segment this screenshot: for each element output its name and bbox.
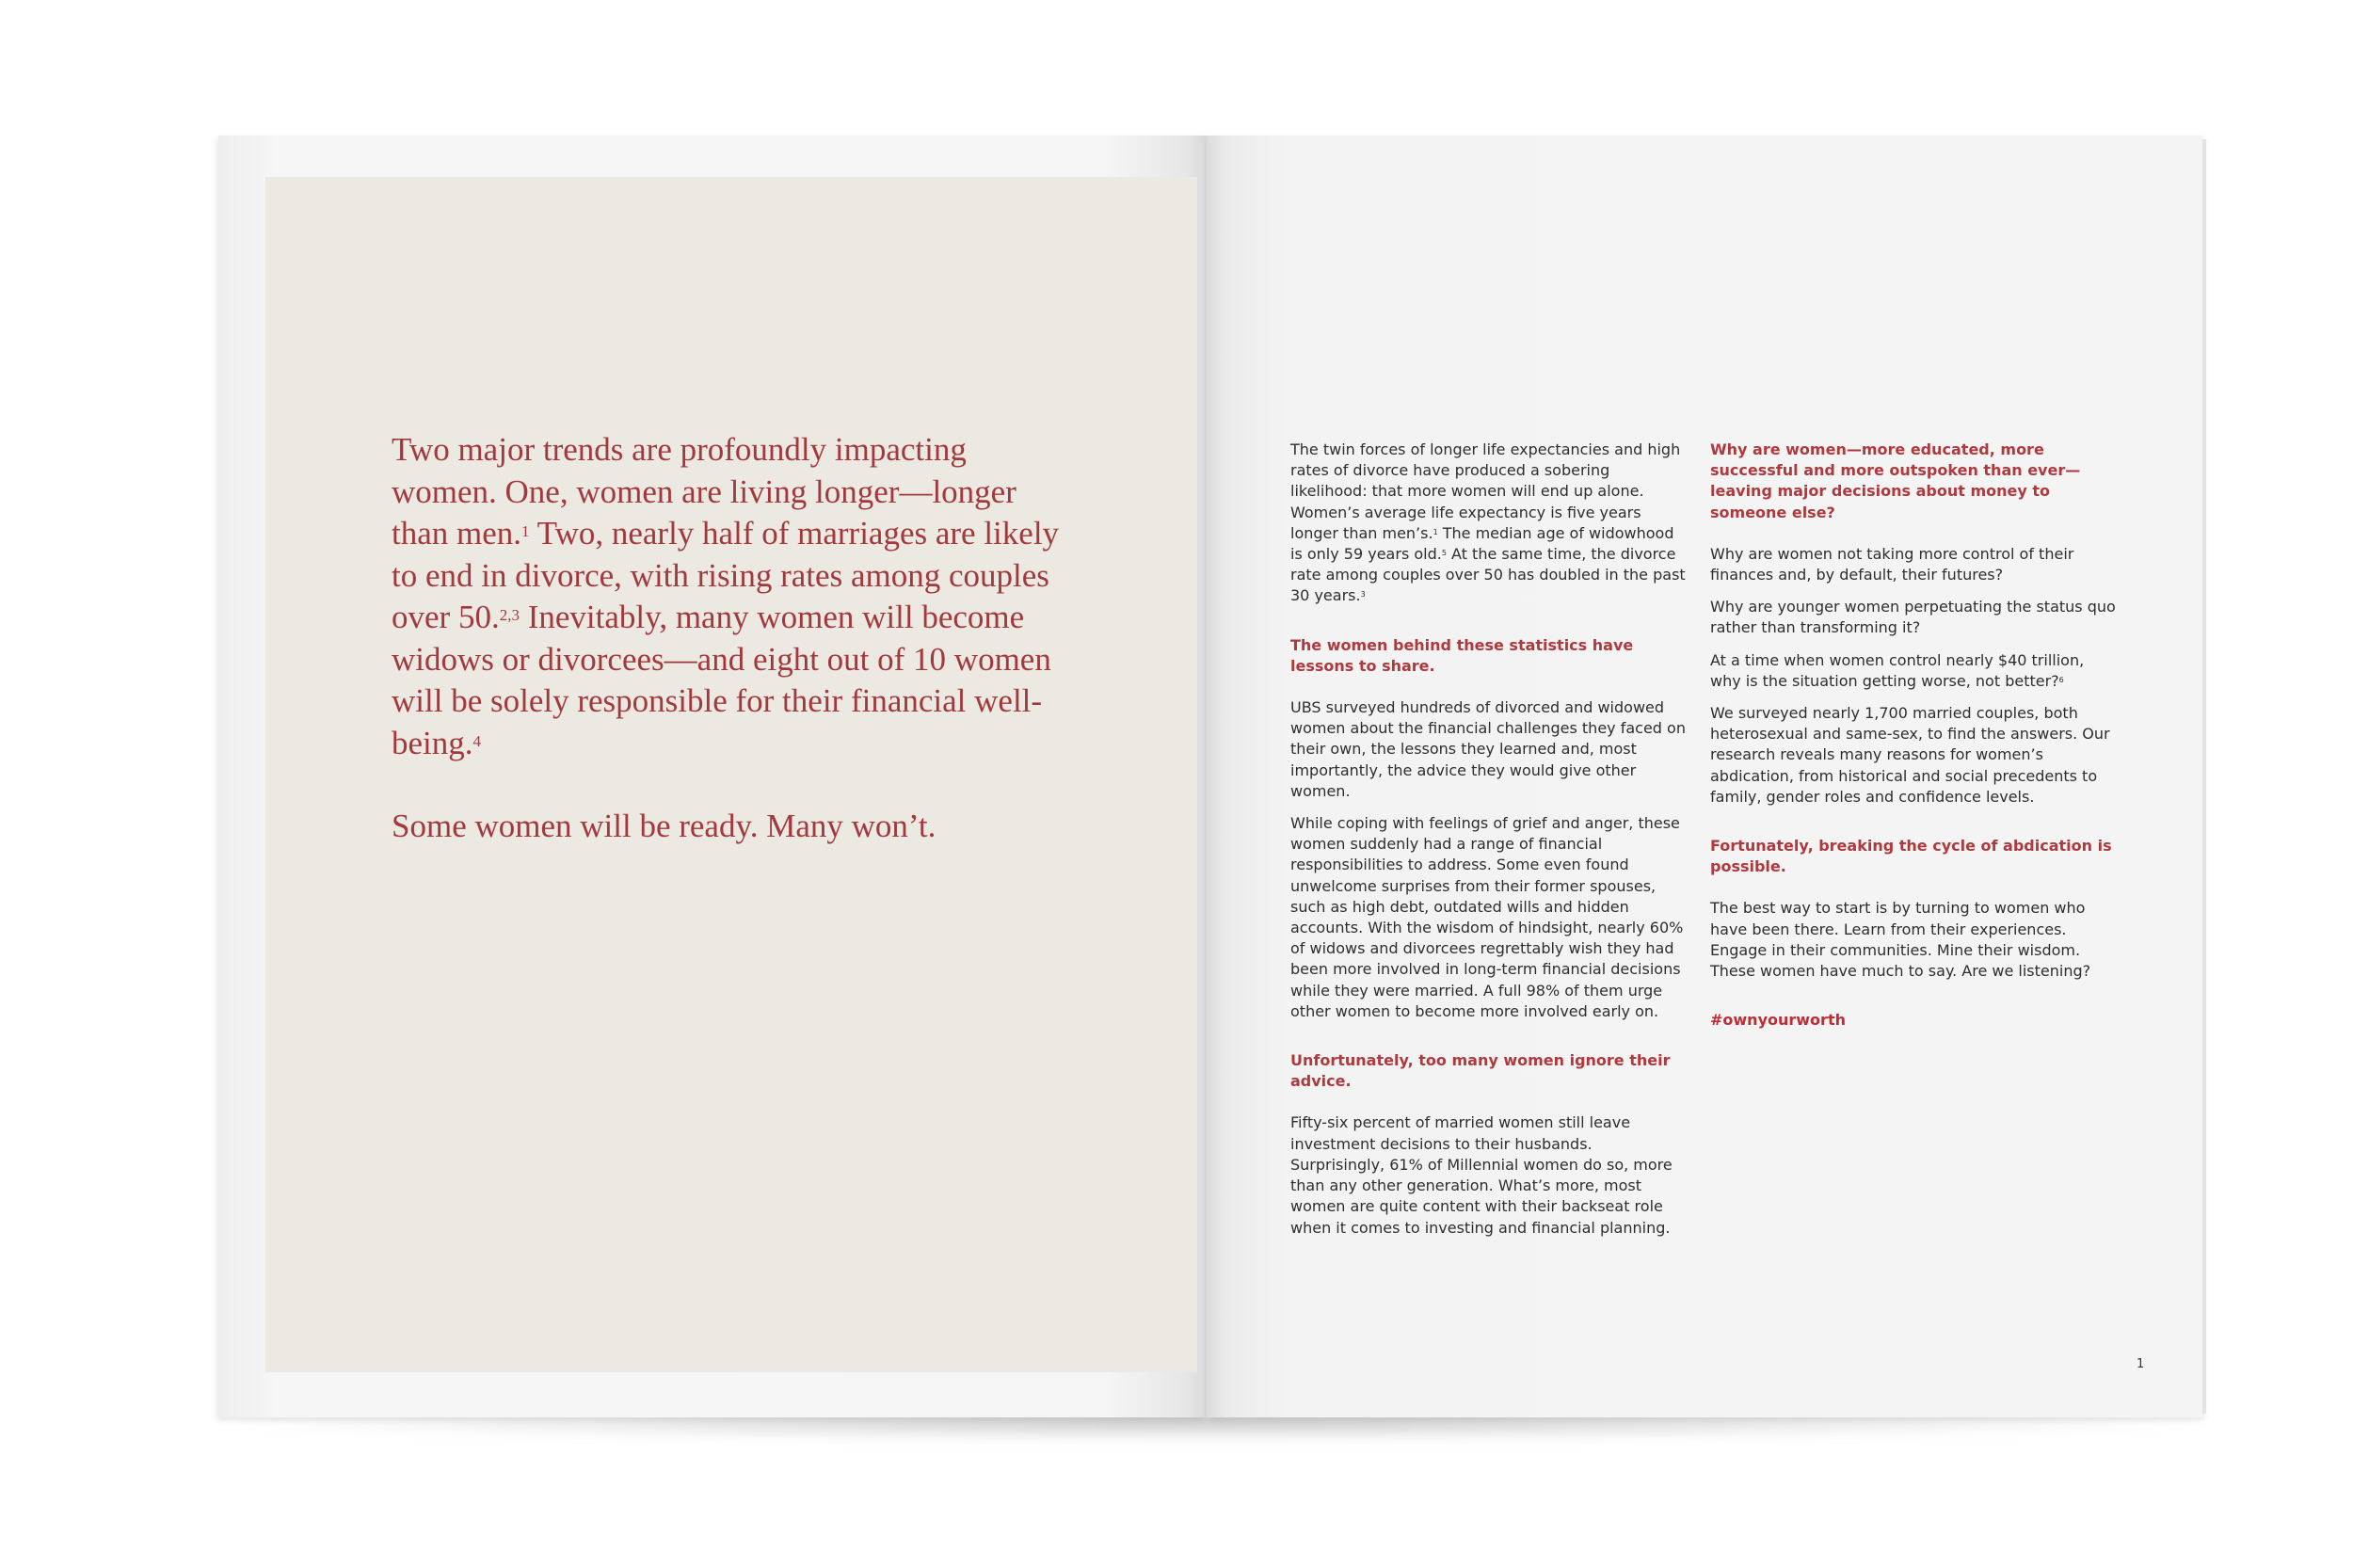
quote-text-1: Two major trends are profoundly impacting women. One, women are living longer—longer than men. <box>392 431 1016 552</box>
footnote-ref: 5 <box>1441 549 1447 558</box>
page-number: 1 <box>2137 1357 2145 1371</box>
intro-paragraph: The twin forces of longer life expectancies and high rates of divorce have produced a sobering likelihood: that more women will end up alone. Women’s average life expectancy is five years longer than men’s.$^1$ The median age of widowhood is only 59 years old.$^5$ At the same time, the divorce rate among couples over 50 has doubled in the past 30 years.$^3$ <box>1290 440 1686 605</box>
section-heading: Fortunately, breaking the cycle of abdication is possible. <box>1710 837 2112 876</box>
footnote-ref: 3 <box>1360 590 1366 600</box>
footnote-ref: 1 <box>1433 527 1438 536</box>
section-heading: The women behind these statistics have lessons to share. <box>1290 635 1634 675</box>
footnote-ref: 1 <box>521 522 530 540</box>
quote-text-3: Inevitably, many women will become widows or divorcees—and eight out of 10 women will be solely responsible for their financial well-being. <box>392 599 1051 761</box>
body-column-1 <box>1290 440 1686 1250</box>
footnote-ref: 4 <box>472 731 482 750</box>
footnote-ref: 6 <box>2058 675 2064 684</box>
pull-quote <box>392 429 1079 764</box>
beige-panel <box>265 177 1197 1372</box>
left-page <box>218 136 1207 1417</box>
hashtag: #ownyourworth <box>1710 1011 1846 1030</box>
body-paragraph: The best way to start is by turning to women who have been there. Learn from their experiences. Engage in their communities. Mine their wisdom. These women have much to say. Are we listening? <box>1710 899 2091 981</box>
footnote-ref: 2,3 <box>499 606 520 624</box>
quote-text-2: Two, nearly half of marriages are likely to end in divorce, with rising rates among couples over 50. <box>392 515 1060 635</box>
body-paragraph: UBS surveyed hundreds of divorced and widowed women about the financial challenges they faced on their own, the lessons they learned and, most importantly, the advice they would give other women. <box>1290 698 1686 800</box>
question-paragraph: Why are women not taking more control of their finances and, by default, their futures? <box>1710 544 2074 584</box>
body-column-2 <box>1710 440 2117 1042</box>
body-paragraph: While coping with feelings of grief and anger, these women suddenly had a range of financial responsibilities to address. Some even found unwelcome surprises from their former spouses, such as high debt, outdated wills and hidden accounts. With the wisdom of hindsight, nearly 60% of widows and divorcees regrettably wish they had been more involved in long-term financial decisions while they were married. A full 98% of them urge other women to become more involved early on. <box>1290 814 1684 1020</box>
question-paragraph: Why are younger women perpetuating the status quo rather than transforming it? <box>1710 598 2116 637</box>
body-paragraph: We surveyed nearly 1,700 married couples, both heterosexual and same-sex, to find the answers. Our research reveals many reasons for women’s abdication, from historical and social precedents to family, gender roles and confidence levels. <box>1710 704 2110 806</box>
question-paragraph: At a time when women control nearly $40 trillion, why is the situation getting worse, not better?$^6$ <box>1710 650 2085 690</box>
pull-quote-closing: Some women will be ready. Many won’t. <box>392 808 936 844</box>
body-paragraph: Fifty-six percent of married women still leave investment decisions to their husbands. Surprisingly, 61% of Millennial women do so, more than any other generation. What’s more, most women are quite content with their backseat role when it comes to investing and financial planning. <box>1290 1113 1673 1237</box>
section-heading: Why are women—more educated, more successful and more outspoken than ever—leaving major decisions about money to someone else? <box>1710 440 2081 521</box>
section-heading: Unfortunately, too many women ignore their advice. <box>1290 1051 1671 1091</box>
